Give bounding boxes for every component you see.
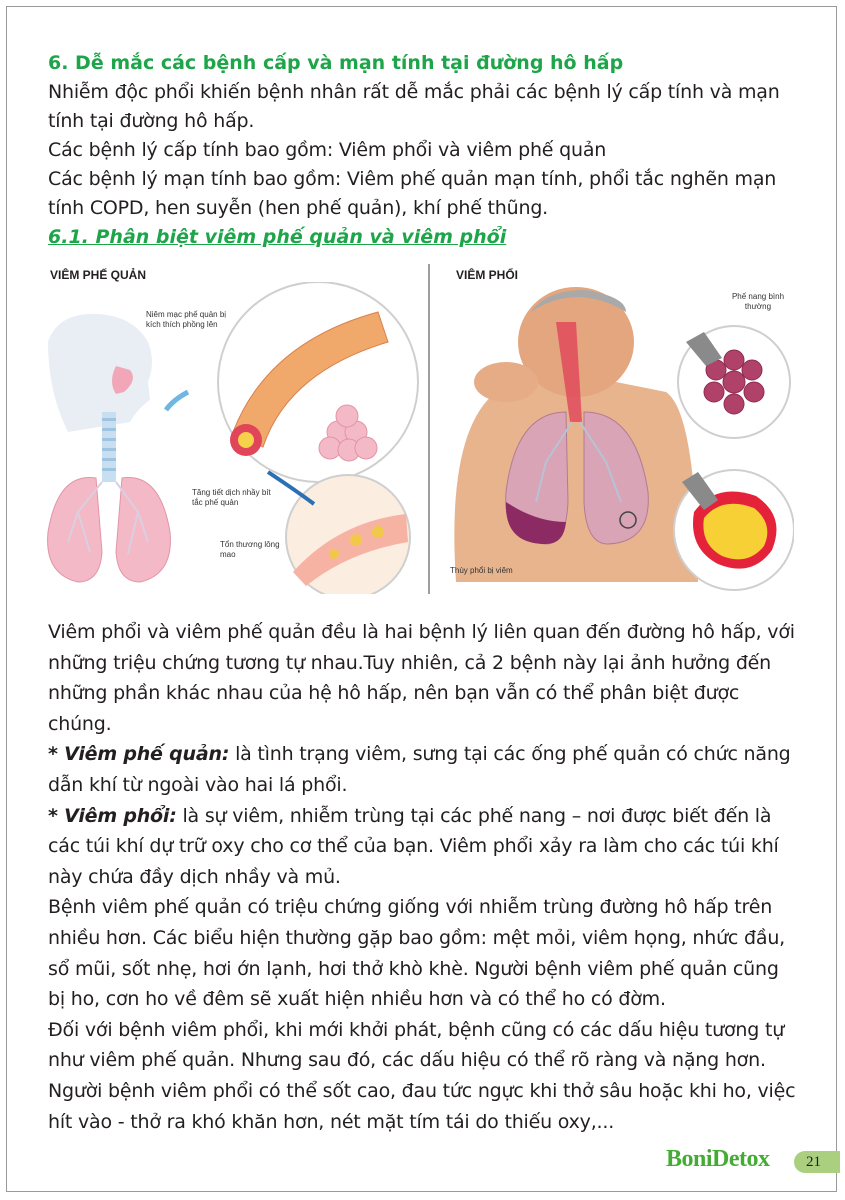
inhale-arrow: [166, 392, 188, 410]
body-text-block: [48, 617, 800, 1137]
paragraph-intro: Nhiễm độc phổi khiến bệnh nhân rất dễ mắc phải các bệnh lý cấp tính và mạn tính tại đường hô hấp.: [48, 81, 780, 132]
mucus-plug: [238, 432, 254, 448]
fist: [474, 362, 538, 402]
paragraph-chronic: Các bệnh lý mạn tính bao gồm: Viêm phế quản mạn tính, phổi tắc nghẽn mạn tính COPD, hen suyễn (hen phế quản), khí phế thũng.: [48, 168, 777, 219]
pneumonia-illustration: [436, 282, 794, 594]
trachea: [102, 412, 116, 482]
note-normal-alveoli: Phế nang bình thường: [731, 292, 785, 311]
note-mucosa: Niêm mạc phế quản bị kích thích phồng lên: [146, 310, 227, 329]
bronchitis-text: là tình trạng viêm, sưng tại các ống phế quản có chức năng dẫn khí từ ngoài vào hai lá phổi.: [48, 743, 791, 796]
note-mucus: Tăng tiết dịch nhầy bít tắc phế quản: [192, 488, 271, 507]
page-number: 21: [806, 1154, 821, 1170]
figure-divider: [428, 264, 430, 594]
bronchitis-title: VIÊM PHẾ QUẢN: [50, 268, 147, 282]
subsection-heading: 6.1. Phân biệt viêm phế quản và viêm phổi: [48, 226, 507, 248]
note-cilia: Tổn thương lông mao: [220, 540, 280, 559]
head-silhouette: [48, 314, 152, 432]
paragraph-comparison: Viêm phổi và viêm phế quản đều là hai bệnh lý liên quan đến đường hô hấp, với những triệu chứng tương tự nhau.Tuy nhiên, cả 2 bệnh này lại ảnh hưởng đến những phần khác nhau của hệ hô hấp, nên bạn vẫn có thể phân biệt được chúng.: [48, 621, 795, 735]
paragraph-pneumonia-def: [48, 801, 800, 893]
paragraph-bronchitis-def: [48, 739, 800, 800]
comparison-figure: [38, 262, 794, 596]
section-heading: 6. Dễ mắc các bệnh cấp và mạn tính tại đường hô hấp: [48, 52, 624, 74]
paragraph-bronchitis-symptoms: Bệnh viêm phế quản có triệu chứng giống với nhiễm trùng đường hô hấp trên nhiều hơn. Các biểu hiện thường gặp bao gồm: mệt mỏi, viêm họng, nhức đầu, sổ mũi, sốt nhẹ, hơi ớn lạnh, hơi thở khò khè. Người bệnh viêm phế quản cũng bị ho, cơn ho về đêm sẽ xuất hiện nhiều hơn và có thể ho có đờm.: [48, 896, 786, 1011]
top-text-block: [48, 49, 800, 252]
note-inflamed-lobe: Thùy phổi bị viêm: [450, 566, 513, 575]
paragraph-acute: Các bệnh lý cấp tính bao gồm: Viêm phổi và viêm phế quản: [48, 139, 607, 161]
pneumonia-text: là sự viêm, nhiễm trùng tại các phế nang – nơi được biết đến là các túi khí dự trữ oxy cho cơ thể của bạn. Viêm phổi xảy ra làm cho các túi khí này chứa đầy dịch nhầy và mủ.: [48, 804, 779, 888]
bronchitis-lead: * Viêm phế quản:: [48, 743, 230, 766]
brand-logo: BoniDetox: [666, 1146, 770, 1172]
pneumonia-lead: * Viêm phổi:: [48, 804, 177, 827]
paragraph-pneumonia-symptoms: Đối với bệnh viêm phổi, khi mới khởi phát, bệnh cũng có các dấu hiệu tương tự như viêm phế quản. Nhưng sau đó, các dấu hiệu có thể rõ ràng và nặng hơn. Người bệnh viêm phổi có thể sốt cao, đau tức ngực khi thở sâu hoặc khi ho, việc hít vào - thở ra khó khăn hơn, nét mặt tím tái do thiếu oxy,...: [48, 1018, 796, 1133]
pneumonia-title: VIÊM PHỔI: [456, 268, 519, 282]
